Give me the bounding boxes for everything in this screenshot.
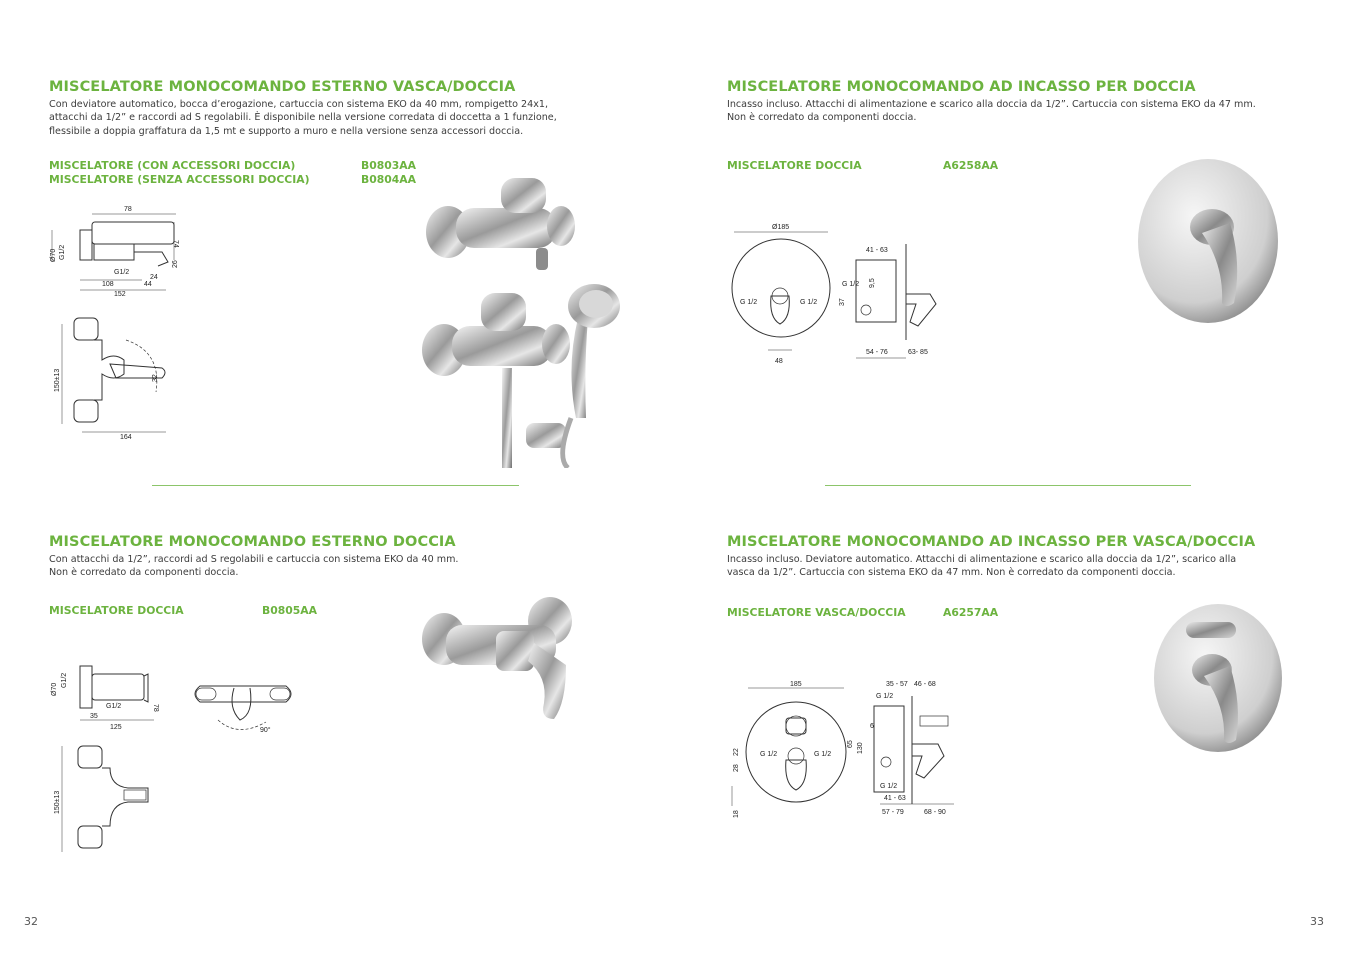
section-title-incasso-vasca: MISCELATORE MONOCOMANDO AD INCASSO PER VASCA/DOCCIA [727, 534, 1256, 550]
desc-line: Incasso incluso. Attacchi di alimentazione e scarico alla doccia da 1/2”. Cartuccia con sistema EKO da 47 mm. [727, 99, 1256, 110]
desc-line: Con deviatore automatico, bocca d’erogazione, cartuccia con sistema EKO da 40 mm, rompigetto 24x1, [49, 99, 549, 110]
dim-label: 78 [124, 206, 132, 213]
technical-drawing-front-side-view [724, 218, 944, 368]
dim-label: 18 [733, 810, 740, 818]
dim-label: 24 [150, 274, 158, 281]
section-title-esterno-vasca: MISCELATORE MONOCOMANDO ESTERNO VASCA/DOCCIA [49, 79, 516, 95]
technical-drawing-front-side-view [724, 676, 964, 821]
dim-label: 35 [90, 713, 98, 720]
dim-label: G1/2 [106, 703, 122, 710]
dim-label: 78 [152, 704, 159, 712]
dim-label: 74 [172, 240, 179, 248]
page-number-left: 32 [24, 915, 38, 928]
dim-label: 41 - 63 [866, 247, 888, 254]
dim-label: 125 [110, 724, 122, 731]
product-photo-shower-mixer [416, 593, 581, 723]
product-label: MISCELATORE (CON ACCESSORI DOCCIA) [49, 159, 296, 172]
dim-label: 44 [144, 281, 152, 288]
dim-label: G 1/2 [880, 783, 898, 790]
section-divider [825, 485, 1191, 486]
dim-label: 63- 85 [908, 349, 928, 356]
section-description [49, 553, 458, 580]
dim-label: 68 - 90 [924, 809, 946, 816]
dim-label: G 1/2 [814, 751, 832, 758]
dim-label: 32 [152, 374, 159, 382]
dim-label: 185 [790, 681, 802, 688]
dim-label: 54 - 76 [866, 349, 888, 356]
desc-line: Incasso incluso. Deviatore automatico. Attacchi di alimentazione e scarico alla doccia da 1/2”, scarico alla [727, 554, 1237, 565]
product-photo-shower-plate [1130, 153, 1280, 328]
dim-label: 41 - 63 [884, 795, 906, 802]
desc-line: vasca da 1/2”. Cartuccia con sistema EKO da 47 mm. Non è corredato da componenti doccia. [727, 567, 1176, 579]
dim-label: 164 [120, 434, 132, 441]
section-title-esterno-doccia: MISCELATORE MONOCOMANDO ESTERNO DOCCIA [49, 534, 456, 550]
product-photo-bath-shower-plate [1150, 600, 1290, 755]
dim-label: 26 [172, 260, 179, 268]
dim-label: 9,5 [869, 278, 876, 288]
product-label: MISCELATORE VASCA/DOCCIA [727, 606, 906, 619]
dim-label: G 1/2 [740, 299, 758, 306]
product-photo-bath-mixer [406, 168, 621, 468]
section-divider [152, 485, 519, 486]
dim-label: 150±13 [54, 368, 61, 392]
dim-label: G1/2 [61, 672, 68, 688]
desc-line: flessibile a doppia graffatura da 1,5 mt e supporto a muro e nella versione senza accessori doccia. [49, 125, 524, 137]
product-code: B0805AA [262, 604, 317, 617]
dim-label: G1/2 [59, 244, 66, 260]
dim-label: 150±13 [54, 790, 61, 814]
section-description [727, 553, 1236, 580]
technical-drawing-side-view [44, 662, 174, 736]
dim-label: 57 - 79 [882, 809, 904, 816]
dim-label: 22 [733, 748, 740, 756]
product-code: A6257AA [943, 606, 999, 619]
section-description [727, 98, 1256, 125]
dim-label: G 1/2 [842, 281, 860, 288]
dim-label: G 1/2 [760, 751, 778, 758]
dim-label: 6 [870, 723, 874, 730]
section-title-incasso-doccia: MISCELATORE MONOCOMANDO AD INCASSO PER DOCCIA [727, 79, 1196, 95]
dim-label: Ø185 [772, 224, 790, 231]
product-label: MISCELATORE (SENZA ACCESSORI DOCCIA) [49, 173, 310, 186]
desc-line: attacchi da 1/2” e raccordi ad S regolabili. È disponibile nella versione corredata di doccetta a 1 funzione, [49, 112, 557, 124]
technical-drawing-front-view [44, 742, 164, 862]
dim-label: 152 [114, 291, 126, 298]
dim-label: 37 [839, 298, 846, 306]
section-description [49, 98, 557, 138]
desc-line: Non è corredato da componenti doccia. [727, 112, 917, 124]
dim-label: 65 [847, 740, 854, 748]
product-label: MISCELATORE DOCCIA [49, 604, 184, 617]
dim-label: G1/2 [114, 269, 130, 276]
dim-label: 108 [102, 281, 114, 288]
technical-drawing-side-view [44, 200, 194, 300]
desc-line: Non è corredato da componenti doccia. [49, 567, 239, 579]
dim-label: G 1/2 [876, 693, 894, 700]
product-label: MISCELATORE DOCCIA [727, 159, 862, 172]
dim-label: G 1/2 [800, 299, 818, 306]
product-code: B0804AA [361, 173, 416, 186]
dim-label: Ø70 [50, 248, 57, 262]
technical-drawing-top-view [44, 312, 194, 447]
dim-label: Ø70 [51, 682, 58, 696]
dim-label: 48 [775, 358, 783, 365]
dim-label: 46 - 68 [914, 681, 936, 688]
page-number-right: 33 [1310, 915, 1324, 928]
desc-line: Con attacchi da 1/2”, raccordi ad S regolabili e cartuccia con sistema EKO da 40 mm. [49, 554, 459, 565]
dim-label: 35 - 57 [886, 681, 908, 688]
dim-label: 130 [857, 742, 864, 754]
dim-label: 90° [260, 727, 271, 734]
technical-drawing-top-view [188, 668, 298, 738]
dim-label: 28 [733, 764, 740, 772]
product-code: A6258AA [943, 159, 999, 172]
product-code: B0803AA [361, 159, 416, 172]
